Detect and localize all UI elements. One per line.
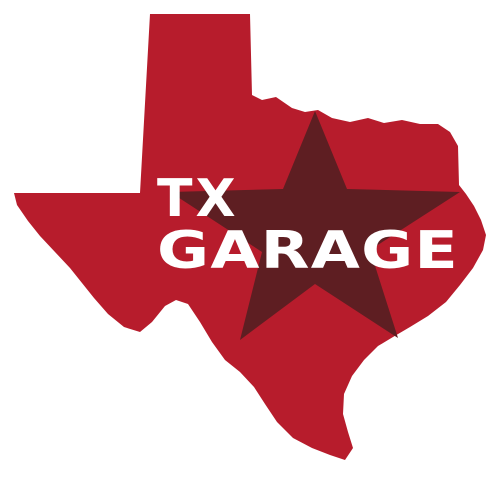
logo-text-garage: GARAGE [157,221,459,281]
logo-text-tx: TX [157,169,239,229]
